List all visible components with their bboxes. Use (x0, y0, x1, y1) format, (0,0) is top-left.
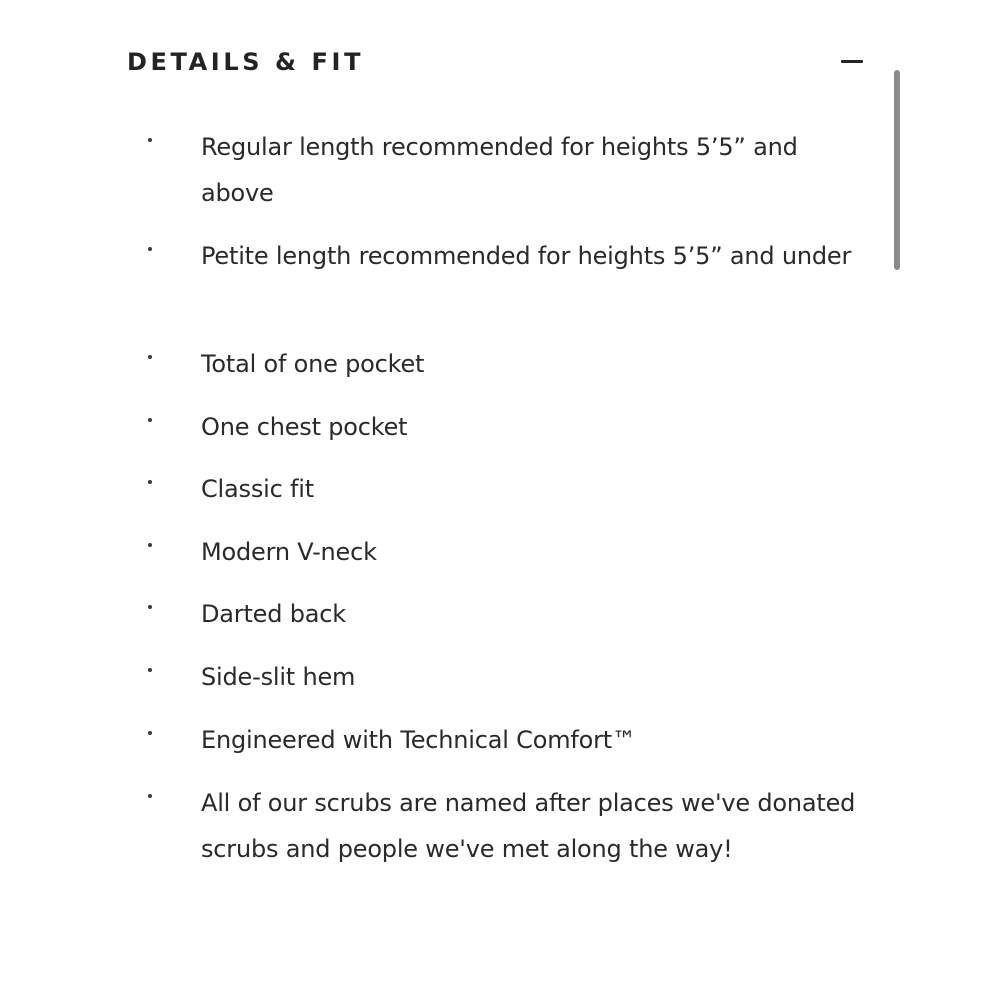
bullet-icon (148, 247, 152, 251)
bullet-icon (148, 668, 152, 672)
section-title: DETAILS & FIT (127, 48, 365, 76)
bullet-icon (148, 355, 152, 359)
bullet-icon (148, 794, 152, 798)
bullet-icon (148, 480, 152, 484)
list-item-text: One chest pocket (201, 413, 408, 441)
list-item-text: Darted back (201, 600, 346, 628)
list-item-text: Side-slit hem (201, 663, 356, 691)
list-item-text: All of our scrubs are named after places we've donated scrubs and people we've met along the way! (201, 789, 856, 863)
accordion-header[interactable] (127, 44, 867, 80)
bullet-icon (148, 605, 152, 609)
bullet-icon (148, 138, 152, 142)
list-item-text: Classic fit (201, 475, 314, 503)
list-item-text: Regular length recommended for heights 5’5” and above (201, 133, 798, 207)
list-item-text: Modern V-neck (201, 538, 377, 566)
list-item-text: Petite length recommended for heights 5’5” and under (201, 242, 852, 270)
bullet-icon (148, 543, 152, 547)
bullet-icon (148, 418, 152, 422)
list-item-text: Engineered with Technical Comfort™ (201, 726, 636, 754)
list-item-text: Total of one pocket (201, 350, 425, 378)
scrollbar-thumb[interactable] (894, 70, 900, 270)
bullet-icon (148, 731, 152, 735)
minus-icon-bar (841, 60, 863, 63)
minus-icon[interactable] (837, 48, 867, 76)
